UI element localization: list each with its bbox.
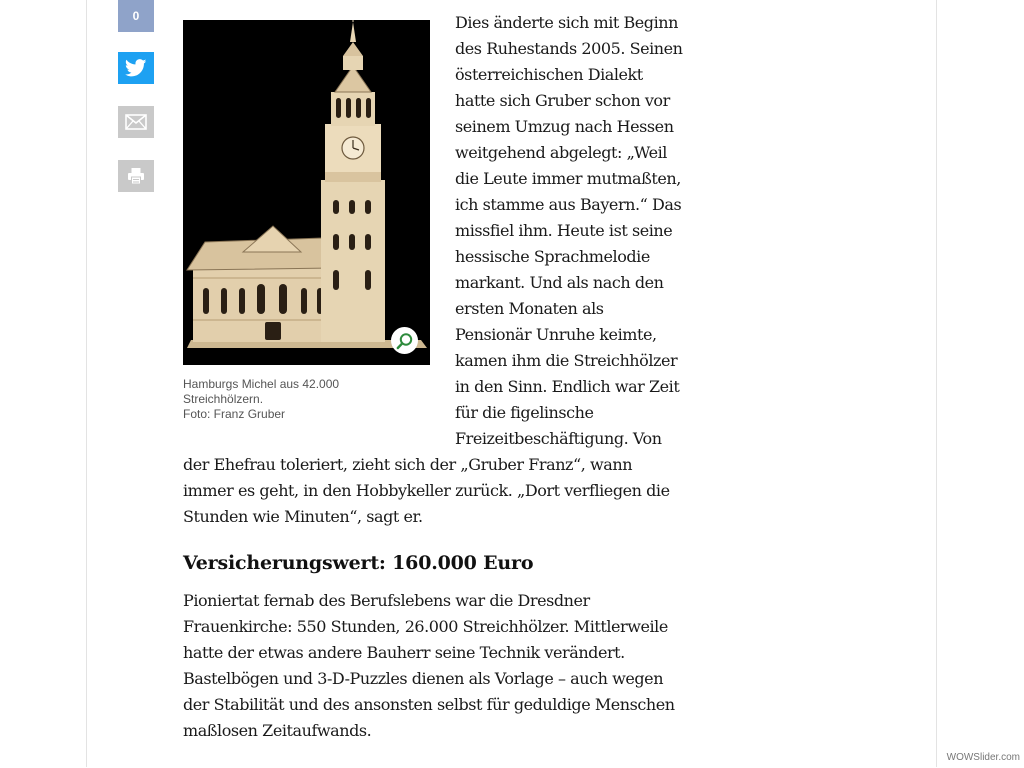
section-heading: Versicherungswert: 160.000 Euro <box>183 552 534 574</box>
caption-line-2: Streichhölzern. <box>183 392 264 406</box>
envelope-icon <box>125 114 147 130</box>
caption-line-1: Hamburgs Michel aus 42.000 <box>183 377 340 391</box>
wowslider-watermark[interactable]: WOWSlider.com <box>946 752 1020 763</box>
email-share-button[interactable] <box>118 106 154 138</box>
twitter-bird-icon <box>125 59 147 77</box>
print-button[interactable] <box>118 160 154 192</box>
article <box>183 10 683 744</box>
zoom-button[interactable] <box>391 327 418 354</box>
church-model-photo[interactable] <box>183 20 430 365</box>
article-paragraph-2: Pioniertat fernab des Berufslebens war die Dresdner Frauenkirche: 550 Stunden, 26.000 Streichhölzer. Mittlerweile hatte der etwas andere Bauherr seine Technik verändert. Bastelbögen und 3-D-Puzzles dienen als Vorlage – auch wegen der Stabilität und des ansonsten selbst für geduldige Menschen maßlosen Zeitaufwands. <box>183 591 675 740</box>
article-paragraph-1: Dies änderte sich mit Beginn des Ruhestands 2005. Seinen österreichischen Dialekt hatte sich Gruber schon vor seinem Umzug nach Hessen weitgehend abgelegt: „Weil die Leute immer mutmaßten, ich stamme aus Bayern.“ Das missfiel ihm. Heute ist seine hessische Sprachmelodie markant. Und als nach den ersten Monaten als Pensionär Unruhe keimte, kamen ihm die Streichhölzer in den Sinn. Endlich war Zeit für die figelinsche Freizeitbeschäftigung. Von der Ehefrau toleriert, zieht sich der „Gruber Franz“, wann immer es geht, in den Hobbykeller zurück. „Dort verfliegen die Stunden wie Minuten“, sagt er. <box>183 13 683 526</box>
matchstick-church-illustration <box>183 20 430 365</box>
printer-icon <box>127 167 145 185</box>
figure-caption <box>183 377 437 422</box>
photo-credit: Foto: Franz Gruber <box>183 407 286 421</box>
article-figure <box>183 20 437 422</box>
share-count-button[interactable] <box>118 0 154 32</box>
share-count-value: 0 <box>132 9 140 23</box>
magnifier-icon <box>396 332 414 350</box>
twitter-share-button[interactable] <box>118 52 154 84</box>
